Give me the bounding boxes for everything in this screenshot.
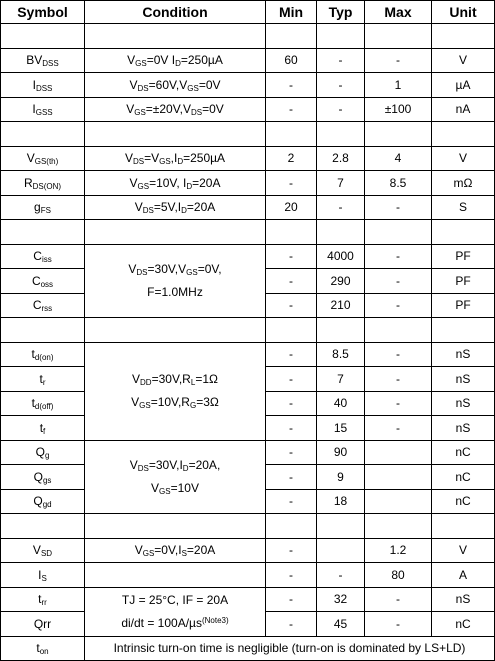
symbol-cell: $Q_g$ xyxy=(1,440,85,465)
max-cell: - xyxy=(365,416,432,441)
typ-cell: 90 xyxy=(317,440,365,465)
table-row-qg xyxy=(1,440,495,465)
min-cell: - xyxy=(266,367,317,392)
min-cell: - xyxy=(266,489,317,514)
symbol-cell: Qrr xyxy=(1,612,85,637)
condition-line: di/dt = 100A/µs$^{(Note3)}$ xyxy=(121,615,229,630)
min-cell: - xyxy=(266,612,317,637)
unit-cell: nS xyxy=(432,391,495,416)
min-cell: 2 xyxy=(266,146,317,171)
typ-cell: 40 xyxy=(317,391,365,416)
condition-cell: $V_{DS}=5V,I_D=20A$ xyxy=(85,195,266,220)
symbol-cell: $BV_{DSS}$ xyxy=(1,48,85,73)
table-row-vsd xyxy=(1,538,495,563)
unit-cell: PF xyxy=(432,293,495,318)
max-cell: - xyxy=(365,367,432,392)
header-max: Max xyxy=(365,1,432,24)
typ-cell: 7 xyxy=(317,171,365,196)
min-cell: - xyxy=(266,269,317,294)
ton-note-cell: Intrinsic turn-on time is negligible (turn-on is dominated by LS+LD) xyxy=(85,636,495,661)
symbol-cell: $V_{GS(th)}$ xyxy=(1,146,85,171)
typ-cell: - xyxy=(317,195,365,220)
unit-cell: nC xyxy=(432,465,495,490)
typ-cell: - xyxy=(317,563,365,588)
typ-cell xyxy=(317,538,365,563)
condition-line: F=1.0MHz xyxy=(147,284,203,299)
min-cell: - xyxy=(266,538,317,563)
typ-cell: 210 xyxy=(317,293,365,318)
table-row-vgsth xyxy=(1,146,495,171)
typ-cell: 7 xyxy=(317,367,365,392)
typ-cell: - xyxy=(317,73,365,98)
table-row-trr xyxy=(1,587,495,612)
min-cell: - xyxy=(266,293,317,318)
typ-cell: - xyxy=(317,97,365,122)
unit-cell: nC xyxy=(432,440,495,465)
symbol-cell: $t_{d(off)}$ xyxy=(1,391,85,416)
max-cell xyxy=(365,440,432,465)
condition-line: $V_{DD}=30V,R_L=1\Omega$ xyxy=(132,372,218,387)
condition-cell-switching xyxy=(85,342,266,440)
unit-cell: µA xyxy=(432,73,495,98)
max-cell: 1 xyxy=(365,73,432,98)
min-cell: - xyxy=(266,465,317,490)
header-typ: Typ xyxy=(317,1,365,24)
max-cell: - xyxy=(365,587,432,612)
typ-cell: - xyxy=(317,48,365,73)
min-cell: 60 xyxy=(266,48,317,73)
symbol-cell: $C_{iss}$ xyxy=(1,244,85,269)
max-cell xyxy=(365,489,432,514)
symbol-cell: $t_{on}$ xyxy=(1,636,85,661)
section-gap xyxy=(1,122,495,147)
symbol-cell: $g_{FS}$ xyxy=(1,195,85,220)
header-symbol: Symbol xyxy=(1,1,85,24)
min-cell: - xyxy=(266,440,317,465)
condition-cell-capacitance xyxy=(85,244,266,318)
symbol-cell: $C_{oss}$ xyxy=(1,269,85,294)
typ-cell: 18 xyxy=(317,489,365,514)
unit-cell: nS xyxy=(432,367,495,392)
max-cell: ±100 xyxy=(365,97,432,122)
max-cell: 4 xyxy=(365,146,432,171)
min-cell: - xyxy=(266,97,317,122)
section-gap xyxy=(1,318,495,343)
table-row-rdson xyxy=(1,171,495,196)
max-cell: - xyxy=(365,269,432,294)
header-row xyxy=(1,1,495,24)
unit-cell: V xyxy=(432,48,495,73)
condition-cell-gate-charge xyxy=(85,440,266,514)
symbol-cell: $I_{DSS}$ xyxy=(1,73,85,98)
typ-cell: 15 xyxy=(317,416,365,441)
max-cell: - xyxy=(365,342,432,367)
unit-cell: nS xyxy=(432,416,495,441)
table-row-bvdss xyxy=(1,48,495,73)
unit-cell: nC xyxy=(432,612,495,637)
section-gap xyxy=(1,220,495,245)
condition-line: TJ = 25°C, IF = 20A xyxy=(121,592,229,607)
typ-cell: 9 xyxy=(317,465,365,490)
max-cell: 8.5 xyxy=(365,171,432,196)
condition-line: $V_{DS}=30V,V_{GS}=0V$, xyxy=(128,261,222,277)
condition-cell xyxy=(85,563,266,588)
typ-cell: 45 xyxy=(317,612,365,637)
min-cell: - xyxy=(266,244,317,269)
table-row-tdon xyxy=(1,342,495,367)
typ-cell: 290 xyxy=(317,269,365,294)
section-gap xyxy=(1,514,495,539)
condition-cell: $V_{DS}=60V,V_{GS}=0V$ xyxy=(85,73,266,98)
unit-cell: A xyxy=(432,563,495,588)
min-cell: - xyxy=(266,416,317,441)
unit-cell: mΩ xyxy=(432,171,495,196)
section-gap xyxy=(1,24,495,49)
symbol-cell: $t_{d(on)}$ xyxy=(1,342,85,367)
max-cell: - xyxy=(365,293,432,318)
typ-cell: 4000 xyxy=(317,244,365,269)
unit-cell: S xyxy=(432,195,495,220)
min-cell: 20 xyxy=(266,195,317,220)
max-cell xyxy=(365,465,432,490)
condition-cell: $V_{GS}=0V$ $I_D=250\mu A$ xyxy=(85,48,266,73)
unit-cell: V xyxy=(432,538,495,563)
symbol-cell: $t_r$ xyxy=(1,367,85,392)
unit-cell: PF xyxy=(432,269,495,294)
max-cell: - xyxy=(365,48,432,73)
table-row-is xyxy=(1,563,495,588)
unit-cell: nS xyxy=(432,587,495,612)
condition-line: $V_{GS}=10V,R_G=3\Omega$ xyxy=(131,395,219,410)
table-row-ton xyxy=(1,636,495,661)
typ-cell: 8.5 xyxy=(317,342,365,367)
symbol-cell: $R_{DS(ON)}$ xyxy=(1,171,85,196)
table-row-idss xyxy=(1,73,495,98)
table-row-igss xyxy=(1,97,495,122)
max-cell: 80 xyxy=(365,563,432,588)
min-cell: - xyxy=(266,73,317,98)
unit-cell: nA xyxy=(432,97,495,122)
condition-cell: $V_{GS}=0V,I_S=20A$ xyxy=(85,538,266,563)
condition-cell: $V_{GS}=10V$, $I_D=20A$ xyxy=(85,171,266,196)
condition-line: $V_{DS}=30V,I_D=20A$, xyxy=(129,457,221,473)
table-row-ciss xyxy=(1,244,495,269)
max-cell: - xyxy=(365,244,432,269)
min-cell: - xyxy=(266,342,317,367)
max-cell: - xyxy=(365,391,432,416)
condition-cell: $V_{DS}=V_{GS},I_D=250\mu A$ xyxy=(85,146,266,171)
condition-cell-reverse-recovery xyxy=(85,587,266,636)
max-cell: 1.2 xyxy=(365,538,432,563)
header-min: Min xyxy=(266,1,317,24)
max-cell: - xyxy=(365,612,432,637)
condition-line: $V_{GS}=10V$ xyxy=(151,480,199,496)
min-cell: - xyxy=(266,171,317,196)
symbol-cell: $Q_{gd}$ xyxy=(1,489,85,514)
symbol-cell: $I_S$ xyxy=(1,563,85,588)
typ-cell: 32 xyxy=(317,587,365,612)
table-row-gfs xyxy=(1,195,495,220)
min-cell: - xyxy=(266,563,317,588)
unit-cell: V xyxy=(432,146,495,171)
header-condition: Condition xyxy=(85,1,266,24)
symbol-cell: $I_{GSS}$ xyxy=(1,97,85,122)
unit-cell: nS xyxy=(432,342,495,367)
symbol-cell: $t_{rr}$ xyxy=(1,587,85,612)
condition-cell: $V_{GS}=\pm 20V,V_{DS}=0V$ xyxy=(85,97,266,122)
max-cell: - xyxy=(365,195,432,220)
symbol-cell: $V_{SD}$ xyxy=(1,538,85,563)
unit-cell: PF xyxy=(432,244,495,269)
min-cell: - xyxy=(266,587,317,612)
symbol-cell: $t_f$ xyxy=(1,416,85,441)
header-unit: Unit xyxy=(432,1,495,24)
typ-cell: 2.8 xyxy=(317,146,365,171)
symbol-cell: $C_{rss}$ xyxy=(1,293,85,318)
symbol-cell: $Q_{gs}$ xyxy=(1,465,85,490)
unit-cell: nC xyxy=(432,489,495,514)
min-cell: - xyxy=(266,391,317,416)
